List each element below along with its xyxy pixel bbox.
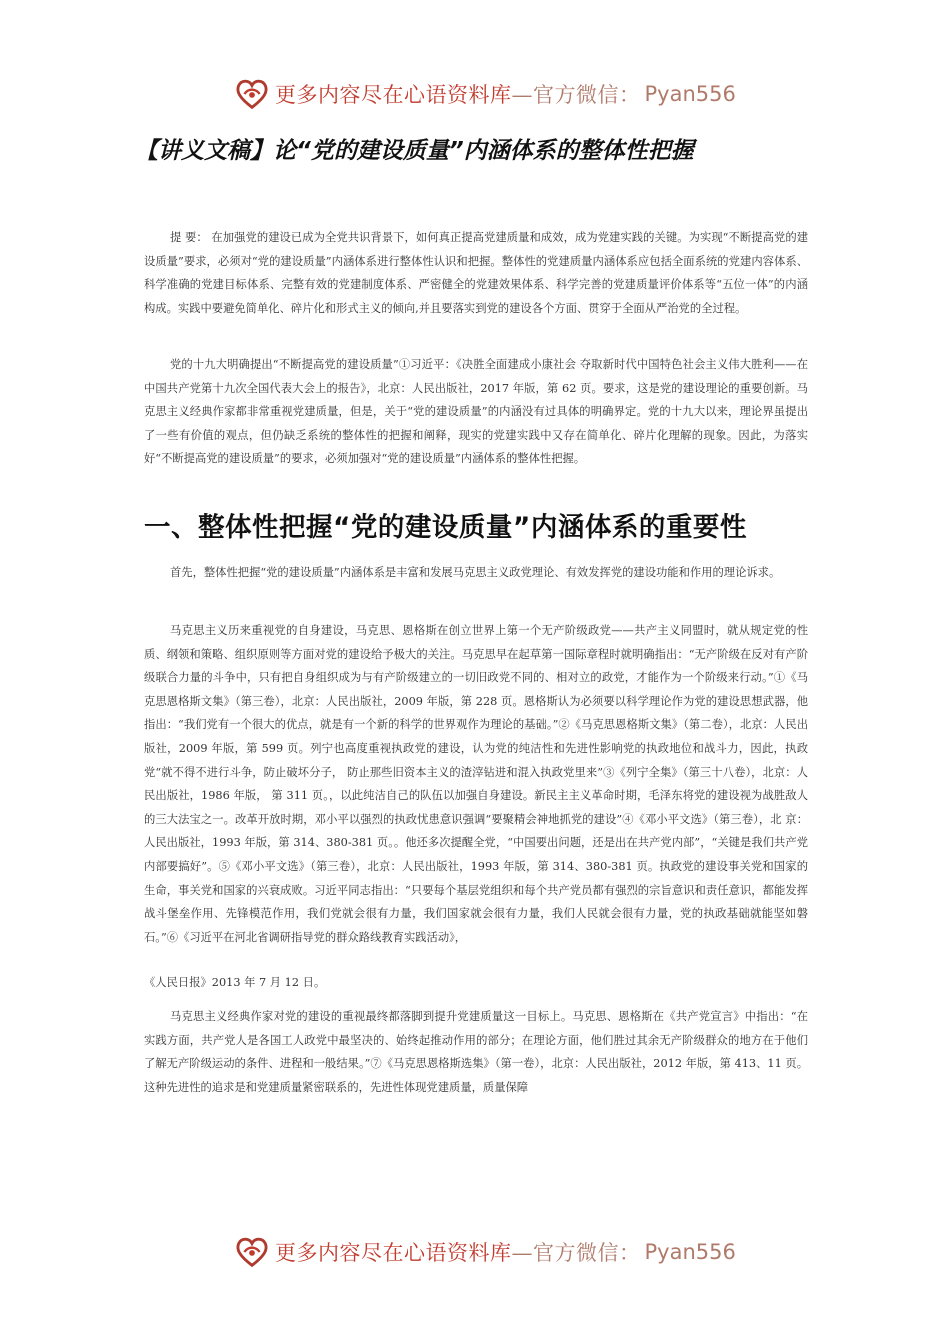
section-heading: 一、整体性把握“党的建设质量”内涵体系的重要性 xyxy=(144,512,747,543)
heart-logo-icon xyxy=(233,1233,271,1271)
abstract-paragraph: 提 要： 在加强党的建设已成为全党共识背景下，如何真正提高党建质量和成效，成为党建实践的关键。为实现“不断提高党的建设质量”要求，必须对“党的建设质量”内涵体系进行整体性认识和把握。整体性的党建质量内涵体系应包括全面系统的党建内容体系、科学准确的党建目标体系、完整有效的党建制度体系、严密健全的党建效果体系、科学完善的党建质量评价体系等“五位一体”的内涵构成。实践中要避免简单化、碎片化和形式主义的倾向,并且要落实到党的建设各个方面、贯穿于全面从严治党的全过程。 xyxy=(144,231,808,315)
watermark-bottom xyxy=(0,1232,950,1272)
watermark-label: —官方微信： xyxy=(511,83,641,107)
heart-logo-icon xyxy=(233,75,271,113)
section-paragraph-3: 《人民日报》2013 年 7 月 12 日。 xyxy=(144,976,326,989)
watermark-wechat-id: Pyan556 xyxy=(644,1240,736,1264)
section-paragraph-2: 马克思主义历来重视党的自身建设，马克思、恩格斯在创立世界上第一个无产阶级政党——共产主义同盟时，就从规定党的性质、纲领和策略、组织原则等方面对党的建设给予极大的关注。马克思早在起草第一国际章程时就明确指出：“无产阶级在反对有产阶级联合力量的斗争中，只有把自身组织成为与有产阶级建立的一切旧政党不同的、相对立的政党，才能作为一个阶级来行动。”①《马克思恩格斯文集》（第三卷），北京：人民出版社，2009 年版，第 228 页。恩格斯认为必须要以科学理论作为党的建设思想武器，他指出：“我们党有一个很大的优点，就是有一个新的科学的世界观作为理论的基础。”②《马克思恩格斯文集》（第二卷），北京：人民出版社，2009 年版，第 599 页。列宁也高度重视执政党的建设，认为党的纯洁性和先进性影响党的执政地位和战斗力，因此，执政党“就不得不进行斗争，防止破坏分子， 防止那些旧资本主义的渣滓钻进和混入执政党里来”③《列宁全集》（第三十八卷），北京：人民出版社，1986 年版， 第 311 页。，以此纯洁自己的队伍以加强自身建设。新民主主义革命时期，毛泽东将党的建设视为战胜敌人的三大法宝之一。改革开放时期，邓小平以强烈的执政忧患意识强调“要聚精会神地抓党的建设”④《邓小平文选》（第三卷），北 京：人民出版社，1993 年版，第 314、380-381 页。。他还多次提醒全党，“中国要出问题，还是出在共产党内部”，“关键是我们共产党内部要搞好”。⑤《邓小平文选》（第三卷），北京：人民出版社，1993 年版，第 314、380-381 页。执政党的建设事关党和国家的生命，事关党和国家的兴衰成败。习近平同志指出：“只要每个基层党组织和每个共产党员都有强烈的宗旨意识和责任意识，都能发挥战斗堡垒作用、先锋模范作用，我们党就会很有力量，我们国家就会很有力量，我们人民就会很有力量，党的执政基础就能坚如磐石。”⑥《习近平在河北省调研指导党的群众路线教育实践活动》， xyxy=(144,624,808,944)
section-paragraph-4: 马克思主义经典作家对党的建设的重视最终都落脚到提升党建质量这一目标上。马克思、恩格斯在《共产党宣言》中指出：“在实践方面，共产党人是各国工人政党中最坚决的、始终起推动作用的部分；在理论方面，他们胜过其余无产阶级群众的地方在于他们了解无产阶级运动的条件、进程和一般结果。”⑦《马克思恩格斯选集》（第一卷），北京：人民出版社，2012 年版，第 413、11 页。这种先进性的追求是和党建质量紧密联系的，先进性体现党建质量，质量保障 xyxy=(144,1010,808,1094)
watermark-brand: 更多内容尽在心语资料库 xyxy=(275,83,512,107)
document-title: 【讲义文稿】论“党的建设质量”内涵体系的整体性把握 xyxy=(135,138,694,164)
watermark-top xyxy=(0,74,950,114)
watermark-wechat-id: Pyan556 xyxy=(644,82,736,106)
watermark-brand: 更多内容尽在心语资料库 xyxy=(275,1241,512,1265)
watermark-label: —官方微信： xyxy=(511,1241,641,1265)
intro-paragraph: 党的十九大明确提出“不断提高党的建设质量”①习近平：《决胜全面建成小康社会 夺取新时代中国特色社会主义伟大胜利——在中国共产党第十九次全国代表大会上的报告》，北京：人民出版社，2017 年版，第 62 页。要求，这是党的建设理论的重要创新。马克思主义经典作家都非常重视党建质量，但是，关于“党的建设质量”的内涵没有过具体的明确界定。党的十九大以来，理论界虽提出了一些有价值的观点，但仍缺乏系统的整体性的把握和阐释，现实的党建实践中又存在简单化、碎片化理解的现象。因此，为落实好“不断提高党的建设质量”的要求，必须加强对“党的建设质量”内涵体系的整体性把握。 xyxy=(144,358,808,466)
section-paragraph-1: 首先，整体性把握“党的建设质量”内涵体系是丰富和发展马克思主义政党理论、有效发挥党的建设功能和作用的理论诉求。 xyxy=(169,566,781,579)
